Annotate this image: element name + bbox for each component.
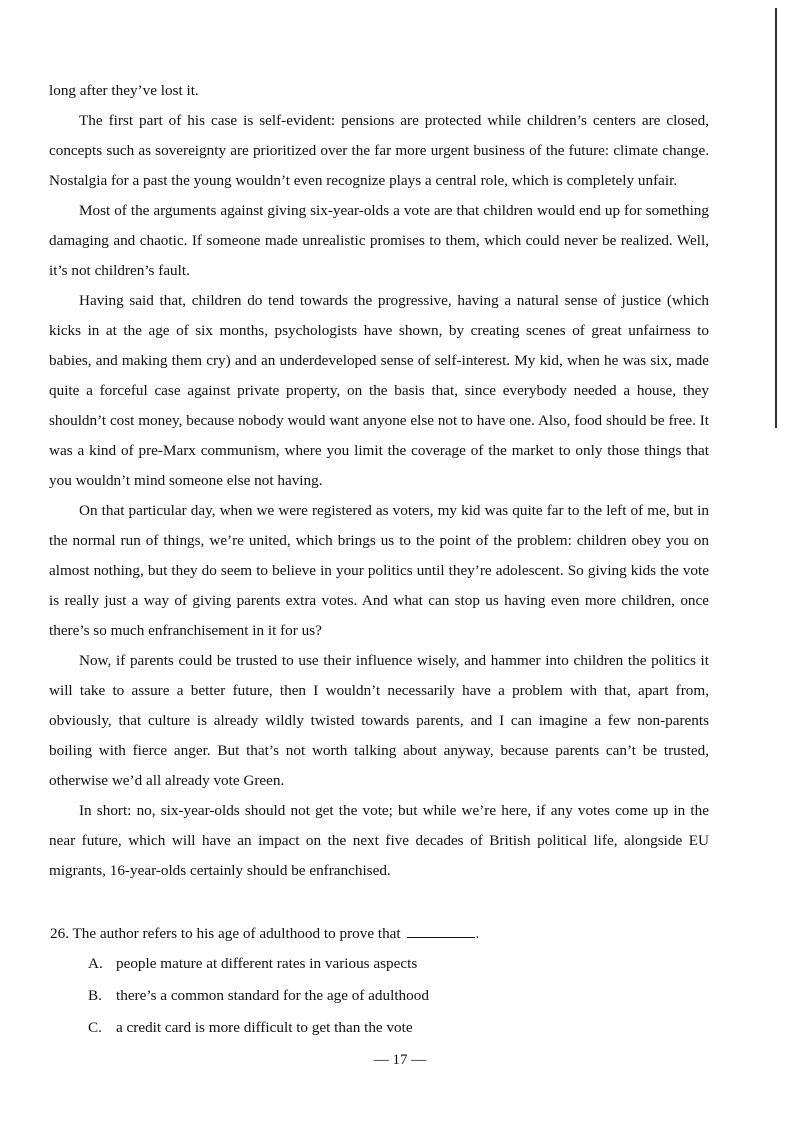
option-letter: C. xyxy=(88,1019,102,1036)
question-end: . xyxy=(475,925,480,942)
option-text: people mature at different rates in various aspects xyxy=(116,955,418,972)
option-c[interactable] xyxy=(88,1013,429,1045)
option-b[interactable] xyxy=(88,981,429,1013)
question-26 xyxy=(50,919,479,949)
option-a[interactable] xyxy=(88,949,429,981)
paragraph-1: long after they’ve lost it. xyxy=(49,82,199,99)
option-text: a credit card is more difficult to get than the vote xyxy=(116,1019,413,1036)
paragraph-4: Having said that, children do tend towards the progressive, having a natural sense of justice (which kicks in at the age of six months, psychologists have shown, by creating scenes of great unfairness to babies, and making them cry) and an underdeveloped sense of self-interest. My kid, when he was six, made quite a forceful case against private property, on the basis that, since everybody needed a house, they shouldn’t cost money, because nobody would want anyone else not to have one. Also, food should be free. It was a kind of pre-Marx communism, where you limit the coverage of the market to only those things that you wouldn’t mind someone else not having. xyxy=(49,292,709,489)
scan-edge-line xyxy=(775,8,777,428)
paragraph-3: Most of the arguments against giving six-year-olds a vote are that children would end up for something damaging and chaotic. If someone made unrealistic promises to them, which could never be realized. Well, it’s not children’s fault. xyxy=(49,202,709,279)
option-letter: B. xyxy=(88,987,102,1004)
question-stem: The author refers to his age of adulthood to prove that xyxy=(72,925,401,942)
option-text: there’s a common standard for the age of adulthood xyxy=(116,987,429,1004)
question-number: 26. xyxy=(50,925,69,942)
passage xyxy=(49,76,709,886)
answer-options xyxy=(88,949,429,1045)
paragraph-7: In short: no, six-year-olds should not get the vote; but while we’re here, if any votes come up in the near future, which will have an impact on the next five decades of British political life, alongside EU migrants, 16-year-olds certainly should be enfranchised. xyxy=(49,802,709,879)
option-letter: A. xyxy=(88,955,103,972)
paragraph-5: On that particular day, when we were registered as voters, my kid was quite far to the left of me, but in the normal run of things, we’re united, which brings us to the point of the problem: children obey you on almost nothing, but they do seem to believe in your politics until they’re adolescent. So giving kids the vote is really just a way of giving parents extra votes. And what can stop us having even more children, once there’s so much enfranchisement in it for us? xyxy=(49,502,709,639)
answer-blank xyxy=(407,922,475,938)
page-number: — 17 — xyxy=(373,1052,427,1068)
paragraph-6: Now, if parents could be trusted to use their influence wisely, and hammer into children the politics it will take to assure a better future, then I wouldn’t necessarily have a problem with that, apart from, obviously, that culture is already wildly twisted towards parents, and I can imagine a few non-parents boiling with fierce anger. But that’s not worth talking about anyway, because parents can’t be trusted, otherwise we’d all already vote Green. xyxy=(49,652,709,789)
paragraph-2: The first part of his case is self-evident: pensions are protected while children’s centers are closed, concepts such as sovereignty are prioritized over the far more urgent business of the future: climate change. Nostalgia for a past the young wouldn’t even recognize plays a central role, which is completely unfair. xyxy=(49,112,709,189)
